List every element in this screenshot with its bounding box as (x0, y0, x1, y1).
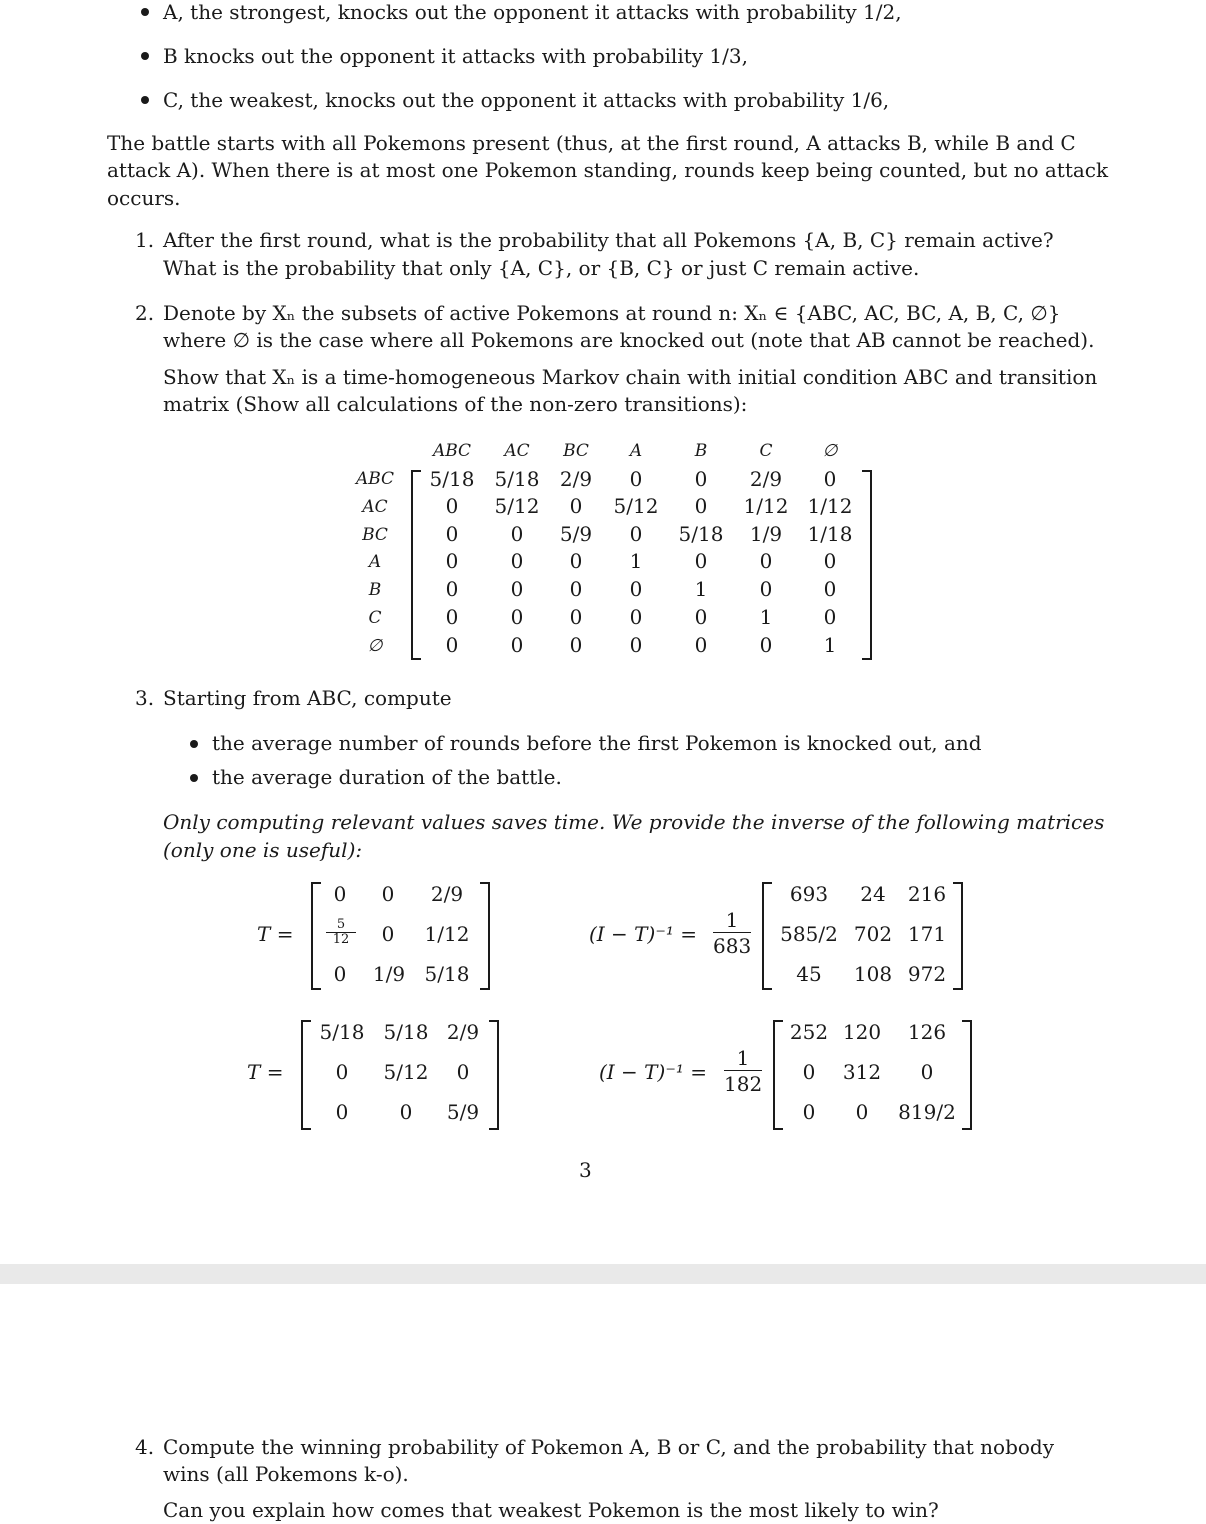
matrix-cell: 5/9 (559, 522, 593, 546)
matrix-cell: 693 (789, 882, 829, 906)
bullet-b: B knocks out the opponent it attacks with probability 1/3, (163, 44, 748, 68)
q4-number: 4. (135, 1435, 155, 1459)
matrix-cell: 0 (335, 1060, 349, 1084)
matrix-cell: 2/9 (749, 467, 783, 491)
bullet-dot (190, 774, 198, 782)
bullet-dot (141, 52, 149, 60)
matrix-cell: 2/9 (559, 467, 593, 491)
matrix-cell: 0 (381, 922, 395, 946)
factor-denominator: 683 (713, 934, 752, 958)
matrix-cell: 0 (569, 549, 583, 573)
matrix-cell: 5/12 (383, 1060, 429, 1084)
matrix-cell: 0 (629, 605, 643, 629)
matrix-cell: 1/12 (807, 494, 853, 518)
matrix-cell: 2/9 (430, 882, 464, 906)
q3-text: Starting from ABC, compute (163, 686, 452, 710)
matrix-cell: 702 (853, 922, 893, 946)
matrix-cell: 0 (823, 605, 837, 629)
matrix-cell: 0 (510, 577, 524, 601)
matrix-cell: 252 (789, 1020, 829, 1044)
row-label: BC (362, 525, 388, 545)
matrix-cell: 0 (823, 467, 837, 491)
matrix-cell: 1/9 (749, 522, 783, 546)
matrix-cell: 108 (853, 962, 893, 986)
matrix-cell: 171 (907, 922, 947, 946)
matrix-cell: 5/18 (424, 962, 470, 986)
matrix-t1-label: T = (257, 922, 294, 946)
matrix-cell: 0 (855, 1100, 869, 1124)
matrix-cell: 0 (694, 549, 708, 573)
q2-line-1: Denote by Xₙ the subsets of active Pokemons at round n: Xₙ ∈ {ABC, AC, BC, A, B, C, ∅} (163, 301, 1061, 325)
col-label: B (694, 441, 708, 461)
row-label: AC (362, 497, 388, 517)
matrix-bracket-left (311, 882, 321, 990)
matrix-cell: 0 (569, 494, 583, 518)
matrix-bracket-right (962, 1020, 972, 1130)
factor-numerator: 1 (713, 908, 751, 933)
matrix-cell: 0 (569, 605, 583, 629)
matrix-cell: 1/12 (424, 922, 470, 946)
matrix-cell: 5/18 (678, 522, 724, 546)
matrix-t2-factor (724, 1046, 762, 1097)
matrix-cell: 0 (694, 633, 708, 657)
matrix-cell: 0 (629, 522, 643, 546)
bullet-c: C, the weakest, knocks out the opponent it attacks with probability 1/6, (163, 88, 890, 112)
col-label: BC (563, 441, 589, 461)
matrix-cell: 5/18 (383, 1020, 429, 1044)
matrix-cell: 0 (333, 882, 347, 906)
intro-line-1: The battle starts with all Pokemons present (thus, at the first round, A attacks B, while B and C (107, 131, 1076, 155)
q2-line-4: matrix (Show all calculations of the non-zero transitions): (163, 392, 748, 416)
matrix-cell: 5/12 (613, 494, 659, 518)
matrix-cell: 0 (445, 577, 459, 601)
matrix-t1-inverse-label: (I − T)⁻¹ = (589, 922, 698, 946)
matrix-cell: 0 (456, 1060, 470, 1084)
matrix-bracket-right (862, 470, 872, 660)
matrix-cell: 0 (399, 1100, 413, 1124)
matrix-cell: 0 (759, 577, 773, 601)
fraction-numerator: 5 (326, 918, 356, 933)
matrix-t1-factor (713, 908, 751, 959)
matrix-cell: 0 (445, 522, 459, 546)
matrix-cell: 1/18 (807, 522, 853, 546)
bullet-dot (141, 96, 149, 104)
matrix-cell: 0 (694, 494, 708, 518)
matrix-cell: 0 (445, 605, 459, 629)
row-label: ABC (355, 469, 395, 489)
matrix-t2-label: T = (247, 1060, 284, 1084)
matrix-cell: 0 (629, 467, 643, 491)
matrix-bracket-right (489, 1020, 499, 1130)
matrix-bracket-left (301, 1020, 311, 1130)
matrix-cell: 1 (629, 549, 643, 573)
matrix-cell: 1 (759, 605, 773, 629)
matrix-t2-inverse-label: (I − T)⁻¹ = (599, 1060, 708, 1084)
col-label: AC (504, 441, 530, 461)
q4-line-3: Can you explain how comes that weakest Pokemon is the most likely to win? (163, 1498, 939, 1522)
matrix-cell: 0 (510, 605, 524, 629)
page-separator (0, 1264, 1206, 1284)
matrix-cell: 972 (907, 962, 947, 986)
matrix-cell: 0 (445, 494, 459, 518)
col-label: C (759, 441, 773, 461)
matrix-cell: 2/9 (446, 1020, 480, 1044)
page-number: 3 (579, 1158, 592, 1182)
matrix-cell-fraction (326, 918, 356, 947)
col-label: ∅ (822, 441, 838, 461)
matrix-cell: 1 (694, 577, 708, 601)
matrix-cell: 0 (629, 577, 643, 601)
q3-bullet-1: the average number of rounds before the first Pokemon is knocked out, and (212, 731, 982, 755)
q4-line-1: Compute the winning probability of Pokemon A, B or C, and the probability that nobody (163, 1435, 1055, 1459)
matrix-cell: 0 (510, 522, 524, 546)
row-label: ∅ (367, 636, 383, 656)
matrix-bracket-left (762, 882, 772, 990)
matrix-cell: 5/18 (319, 1020, 365, 1044)
matrix-cell: 0 (510, 549, 524, 573)
matrix-cell: 5/18 (429, 467, 475, 491)
matrix-cell: 1 (823, 633, 837, 657)
matrix-cell: 0 (823, 577, 837, 601)
matrix-cell: 0 (629, 633, 643, 657)
matrix-cell: 0 (510, 633, 524, 657)
matrix-cell: 0 (920, 1060, 934, 1084)
col-label: A (629, 441, 643, 461)
q1-number: 1. (135, 228, 155, 252)
matrix-bracket-right (953, 882, 963, 990)
matrix-cell: 1/12 (743, 494, 789, 518)
row-label: C (368, 608, 382, 628)
bullet-dot (141, 8, 149, 16)
col-label: ABC (432, 441, 472, 461)
matrix-bracket-left (773, 1020, 783, 1130)
intro-line-2: attack A). When there is at most one Pokemon standing, rounds keep being counted, but no attack (107, 158, 1109, 182)
factor-numerator: 1 (724, 1046, 762, 1071)
q1-line-2: What is the probability that only {A, C}, or {B, C} or just C remain active. (163, 256, 920, 280)
fraction-denominator: 12 (332, 932, 350, 947)
matrix-bracket-right (480, 882, 490, 990)
matrix-cell: 0 (802, 1060, 816, 1084)
matrix-cell: 216 (907, 882, 947, 906)
matrix-cell: 0 (569, 633, 583, 657)
matrix-cell: 5/9 (446, 1100, 480, 1124)
matrix-cell: 120 (842, 1020, 882, 1044)
matrix-cell: 0 (823, 549, 837, 573)
factor-denominator: 182 (724, 1072, 763, 1096)
q2-line-2: where ∅ is the case where all Pokemons are knocked out (note that AB cannot be reached). (163, 328, 1095, 352)
matrix-cell: 0 (445, 549, 459, 573)
matrix-cell: 819/2 (898, 1100, 956, 1124)
matrix-cell: 0 (802, 1100, 816, 1124)
matrix-cell: 1/9 (372, 962, 406, 986)
matrix-bracket-left (411, 470, 421, 660)
matrix-cell: 0 (333, 962, 347, 986)
q2-number: 2. (135, 301, 155, 325)
row-label: A (368, 552, 382, 572)
q3-note-line-2: (only one is useful): (163, 838, 363, 862)
matrix-cell: 126 (907, 1020, 947, 1044)
matrix-cell: 0 (759, 549, 773, 573)
bullet-dot (190, 740, 198, 748)
q2-line-3: Show that Xₙ is a time-homogeneous Markov chain with initial condition ABC and transition (163, 365, 1098, 389)
matrix-cell: 0 (694, 467, 708, 491)
matrix-cell: 312 (842, 1060, 882, 1084)
matrix-cell: 0 (759, 633, 773, 657)
matrix-cell: 0 (569, 577, 583, 601)
matrix-cell: 0 (445, 633, 459, 657)
intro-line-3: occurs. (107, 186, 181, 210)
q3-bullet-2: the average duration of the battle. (212, 765, 562, 789)
row-label: B (368, 580, 382, 600)
matrix-cell: 585/2 (780, 922, 838, 946)
matrix-cell: 5/18 (494, 467, 540, 491)
matrix-cell: 5/12 (494, 494, 540, 518)
q1-line-1: After the first round, what is the probability that all Pokemons {A, B, C} remain active? (163, 228, 1054, 252)
q3-number: 3. (135, 686, 155, 710)
q4-line-2: wins (all Pokemons k-o). (163, 1462, 409, 1486)
matrix-cell: 0 (694, 605, 708, 629)
matrix-cell: 45 (796, 962, 822, 986)
bullet-a: A, the strongest, knocks out the opponent it attacks with probability 1/2, (163, 0, 902, 24)
q3-note-line-1: Only computing relevant values saves time. We provide the inverse of the following matrices (163, 810, 1105, 834)
matrix-cell: 0 (381, 882, 395, 906)
matrix-cell: 0 (335, 1100, 349, 1124)
matrix-cell: 24 (860, 882, 886, 906)
